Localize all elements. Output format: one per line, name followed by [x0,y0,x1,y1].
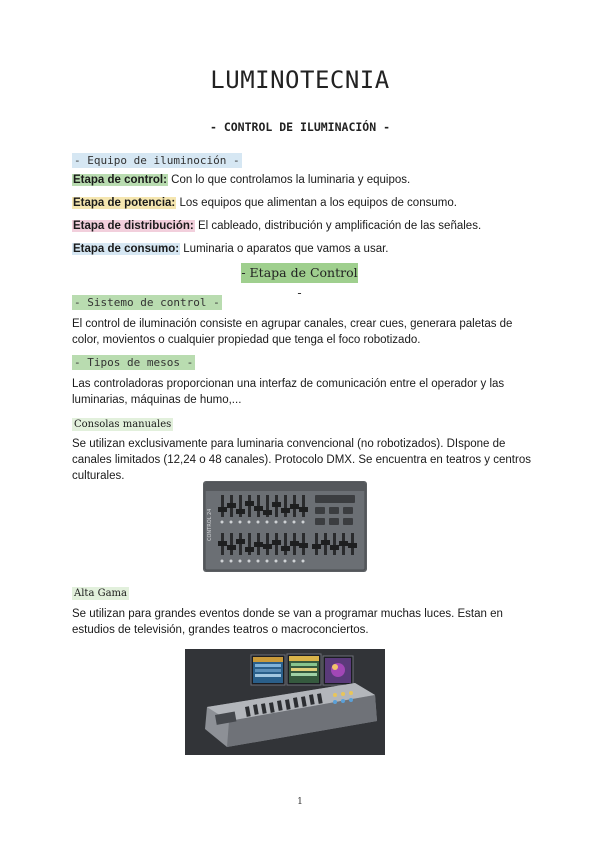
page-number: 1 [297,797,303,807]
tipos-text: Las controladoras proporcionan una interfaz de comunicación entre el operador y las luminarias, máquinas de humo,... [72,378,505,406]
sistema-text: El control de iluminación consiste en agrupar canales, crear cues, generara paletas de color, movientos o cualquier propiedad que tenga el foco robotizado. [72,318,513,346]
console-brand-label: CONTROL 24 [207,508,213,541]
page-subtitle: - CONTROL DE ILUMINACIÓN - [209,120,390,134]
stage-distribucion: Etapa de distribución: El cableado, distribución y amplificación de las señales. [73,220,482,232]
stage-potencia: Etapa de potencia: Los equipos que alimentan a los equipos de consumo. [73,197,457,209]
stage-consumo: Etapa de consumo: Luminaria o aparatos que vamos a usar. [73,243,389,255]
alta-gama-text: Se utilizan para grandes eventos donde se van a programar muchas luces. Estan en estudios de televisión, grandes teatros o macroconciertos. [72,608,503,636]
manual-console-image [203,481,367,572]
consolas-text: Se utilizan exclusivamente para luminaria convencional (no robotizados). DIspone de canales limitados (12,24 o 48 canales). Protocolo DMX. Se encuentra en teatros y centros culturales. [72,438,531,482]
section-equipo-heading: - Equipo de iluminoción - [74,154,240,167]
page-title: LUMINOTECNIA [210,66,390,94]
consolas-heading: Consolas manuales [74,419,172,430]
high-end-console-image [185,649,385,755]
section-etapa-control-title: - Etapa de Control - [241,265,358,300]
stage-control: Etapa de control: Con lo que controlamos la luminaria y equipos. [73,174,411,186]
alta-gama-heading: Alta Gama [74,588,127,599]
tipos-heading: - Tipos de mesos - [74,356,194,369]
sistema-heading: - Sistemo de control - [74,296,220,309]
